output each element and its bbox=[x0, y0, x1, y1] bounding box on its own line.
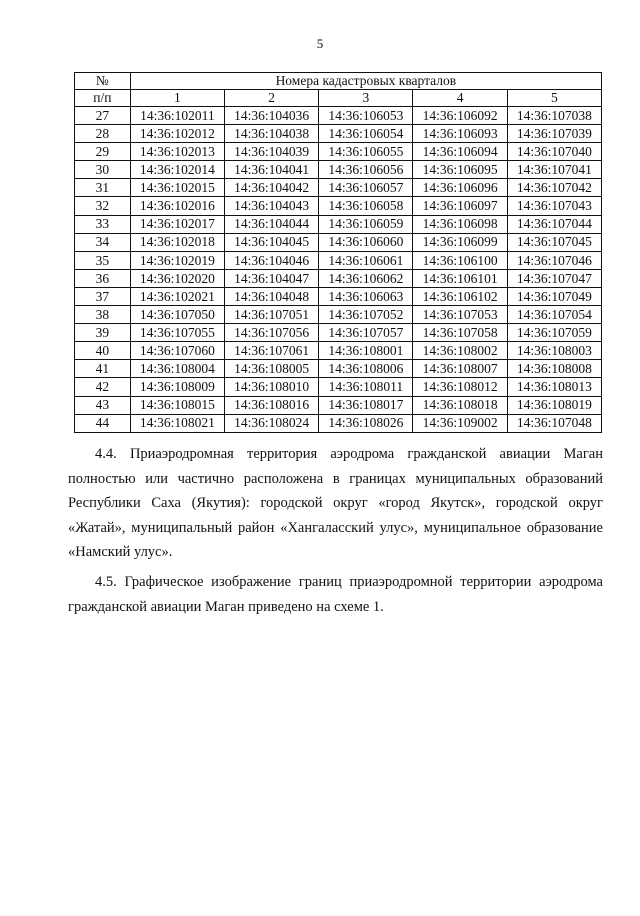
cadastral-quarter-cell: 14:36:104039 bbox=[224, 143, 318, 161]
cadastral-quarter-cell: 14:36:107057 bbox=[319, 324, 413, 342]
cadastral-quarter-cell: 14:36:107058 bbox=[413, 324, 507, 342]
cadastral-quarter-cell: 14:36:108006 bbox=[319, 360, 413, 378]
table-row bbox=[75, 287, 602, 305]
cadastral-quarter-cell: 14:36:106055 bbox=[319, 143, 413, 161]
cadastral-quarter-cell: 14:36:107051 bbox=[224, 306, 318, 324]
cadastral-quarter-cell: 14:36:104043 bbox=[224, 197, 318, 215]
cadastral-quarter-cell: 14:36:106096 bbox=[413, 179, 507, 197]
table-row bbox=[75, 179, 602, 197]
row-number-cell: 37 bbox=[75, 287, 131, 305]
cadastral-quarter-cell: 14:36:104041 bbox=[224, 161, 318, 179]
cadastral-quarter-cell: 14:36:108018 bbox=[413, 396, 507, 414]
cadastral-quarter-cell: 14:36:104047 bbox=[224, 269, 318, 287]
cadastral-quarter-cell: 14:36:106054 bbox=[319, 125, 413, 143]
table-row bbox=[75, 107, 602, 125]
cadastral-quarter-cell: 14:36:106097 bbox=[413, 197, 507, 215]
paragraph-4-4 bbox=[68, 442, 603, 565]
table-row bbox=[75, 342, 602, 360]
cadastral-quarter-cell: 14:36:107061 bbox=[224, 342, 318, 360]
cadastral-quarter-cell: 14:36:108021 bbox=[130, 414, 224, 432]
header-group-title: Номера кадастровых кварталов bbox=[130, 73, 601, 90]
table-row bbox=[75, 396, 602, 414]
cadastral-quarter-cell: 14:36:104046 bbox=[224, 251, 318, 269]
cadastral-quarter-cell: 14:36:108012 bbox=[413, 378, 507, 396]
cadastral-quarter-cell: 14:36:102014 bbox=[130, 161, 224, 179]
row-number-cell: 34 bbox=[75, 233, 131, 251]
cadastral-quarter-cell: 14:36:104045 bbox=[224, 233, 318, 251]
cadastral-quarter-cell: 14:36:102018 bbox=[130, 233, 224, 251]
table-row bbox=[75, 161, 602, 179]
cadastral-quarter-cell: 14:36:106058 bbox=[319, 197, 413, 215]
cadastral-quarter-cell: 14:36:102013 bbox=[130, 143, 224, 161]
cadastral-quarter-cell: 14:36:108009 bbox=[130, 378, 224, 396]
cadastral-quarter-cell: 14:36:107038 bbox=[507, 107, 601, 125]
row-number-cell: 33 bbox=[75, 215, 131, 233]
header-number-bottom: п/п bbox=[75, 90, 131, 107]
table-row bbox=[75, 125, 602, 143]
cadastral-quarter-cell: 14:36:106100 bbox=[413, 251, 507, 269]
table-row bbox=[75, 269, 602, 287]
cadastral-quarter-cell: 14:36:107047 bbox=[507, 269, 601, 287]
cadastral-quarter-cell: 14:36:109002 bbox=[413, 414, 507, 432]
cadastral-quarter-cell: 14:36:102020 bbox=[130, 269, 224, 287]
paragraph-4-4-text: 4.4. Приаэродромная территория аэродрома гражданской авиации Маган полностью или частично расположена в границах муниципальных образований Республики Саха (Якутия): городской округ «город Якутск», городской округ «Жатай», муниципальный район «Хангаласский улус», муниципальное образование «Намский улус». bbox=[68, 446, 603, 561]
table-row bbox=[75, 143, 602, 161]
cadastral-quarter-cell: 14:36:107046 bbox=[507, 251, 601, 269]
row-number-cell: 29 bbox=[75, 143, 131, 161]
cadastral-quarter-cell: 14:36:107055 bbox=[130, 324, 224, 342]
row-number-cell: 27 bbox=[75, 107, 131, 125]
header-column-4: 4 bbox=[413, 90, 507, 107]
cadastral-quarter-cell: 14:36:104044 bbox=[224, 215, 318, 233]
row-number-cell: 41 bbox=[75, 360, 131, 378]
cadastral-quarter-cell: 14:36:107043 bbox=[507, 197, 601, 215]
table-row bbox=[75, 233, 602, 251]
table-row bbox=[75, 360, 602, 378]
cadastral-quarter-cell: 14:36:106102 bbox=[413, 287, 507, 305]
cadastral-quarter-cell: 14:36:107059 bbox=[507, 324, 601, 342]
cadastral-quarter-cell: 14:36:107040 bbox=[507, 143, 601, 161]
cadastral-quarter-cell: 14:36:106063 bbox=[319, 287, 413, 305]
paragraph-4-5 bbox=[68, 570, 603, 619]
header-number-top: № bbox=[75, 73, 131, 90]
cadastral-quarter-cell: 14:36:106099 bbox=[413, 233, 507, 251]
cadastral-quarter-cell: 14:36:106092 bbox=[413, 107, 507, 125]
cadastral-quarter-cell: 14:36:107042 bbox=[507, 179, 601, 197]
cadastral-quarter-cell: 14:36:104042 bbox=[224, 179, 318, 197]
cadastral-quarter-cell: 14:36:102016 bbox=[130, 197, 224, 215]
table-row bbox=[75, 197, 602, 215]
header-column-2: 2 bbox=[224, 90, 318, 107]
cadastral-quarter-cell: 14:36:104036 bbox=[224, 107, 318, 125]
cadastral-quarter-cell: 14:36:107049 bbox=[507, 287, 601, 305]
cadastral-quarter-cell: 14:36:107044 bbox=[507, 215, 601, 233]
cadastral-quarter-cell: 14:36:106056 bbox=[319, 161, 413, 179]
table-row bbox=[75, 378, 602, 396]
cadastral-quarter-cell: 14:36:108005 bbox=[224, 360, 318, 378]
cadastral-quarter-cell: 14:36:108007 bbox=[413, 360, 507, 378]
row-number-cell: 32 bbox=[75, 197, 131, 215]
cadastral-quarter-cell: 14:36:102017 bbox=[130, 215, 224, 233]
cadastral-quarter-cell: 14:36:108017 bbox=[319, 396, 413, 414]
row-number-cell: 30 bbox=[75, 161, 131, 179]
row-number-cell: 36 bbox=[75, 269, 131, 287]
row-number-cell: 28 bbox=[75, 125, 131, 143]
cadastral-quarter-cell: 14:36:108013 bbox=[507, 378, 601, 396]
cadastral-quarter-cell: 14:36:108015 bbox=[130, 396, 224, 414]
cadastral-quarter-cell: 14:36:107045 bbox=[507, 233, 601, 251]
table-header bbox=[75, 73, 602, 107]
row-number-cell: 38 bbox=[75, 306, 131, 324]
cadastral-quarter-cell: 14:36:102021 bbox=[130, 287, 224, 305]
cadastral-quarter-cell: 14:36:108003 bbox=[507, 342, 601, 360]
cadastral-quarter-cell: 14:36:106061 bbox=[319, 251, 413, 269]
cadastral-quarter-cell: 14:36:104048 bbox=[224, 287, 318, 305]
table-body bbox=[75, 107, 602, 433]
paragraph-4-5-text: 4.5. Графическое изображение границ приаэродромной территории аэродрома гражданской авиации Маган приведено на схеме 1. bbox=[68, 574, 603, 615]
cadastral-quarter-cell: 14:36:107060 bbox=[130, 342, 224, 360]
header-column-1: 1 bbox=[130, 90, 224, 107]
row-number-cell: 43 bbox=[75, 396, 131, 414]
cadastral-quarter-cell: 14:36:107041 bbox=[507, 161, 601, 179]
cadastral-quarter-cell: 14:36:106059 bbox=[319, 215, 413, 233]
cadastral-quarter-cell: 14:36:106098 bbox=[413, 215, 507, 233]
cadastral-quarter-cell: 14:36:106094 bbox=[413, 143, 507, 161]
cadastral-quarter-cell: 14:36:102015 bbox=[130, 179, 224, 197]
cadastral-quarter-cell: 14:36:104038 bbox=[224, 125, 318, 143]
cadastral-quarter-cell: 14:36:108008 bbox=[507, 360, 601, 378]
cadastral-quarter-cell: 14:36:108026 bbox=[319, 414, 413, 432]
row-number-cell: 44 bbox=[75, 414, 131, 432]
cadastral-quarter-cell: 14:36:106053 bbox=[319, 107, 413, 125]
cadastral-quarter-cell: 14:36:107056 bbox=[224, 324, 318, 342]
cadastral-quarter-cell: 14:36:102012 bbox=[130, 125, 224, 143]
cadastral-quarter-cell: 14:36:107048 bbox=[507, 414, 601, 432]
cadastral-quarter-cell: 14:36:106060 bbox=[319, 233, 413, 251]
cadastral-quarter-cell: 14:36:107052 bbox=[319, 306, 413, 324]
header-column-3: 3 bbox=[319, 90, 413, 107]
cadastral-quarter-cell: 14:36:108024 bbox=[224, 414, 318, 432]
cadastral-quarter-cell: 14:36:108011 bbox=[319, 378, 413, 396]
cadastral-quarter-cell: 14:36:108002 bbox=[413, 342, 507, 360]
table-row bbox=[75, 306, 602, 324]
cadastral-quarter-cell: 14:36:106093 bbox=[413, 125, 507, 143]
table-row bbox=[75, 215, 602, 233]
cadastral-quarter-cell: 14:36:107054 bbox=[507, 306, 601, 324]
cadastral-quarter-cell: 14:36:108016 bbox=[224, 396, 318, 414]
table-row bbox=[75, 251, 602, 269]
cadastral-quarter-cell: 14:36:106057 bbox=[319, 179, 413, 197]
cadastral-quarter-cell: 14:36:102019 bbox=[130, 251, 224, 269]
table-row bbox=[75, 414, 602, 432]
row-number-cell: 40 bbox=[75, 342, 131, 360]
row-number-cell: 31 bbox=[75, 179, 131, 197]
row-number-cell: 35 bbox=[75, 251, 131, 269]
cadastral-quarter-cell: 14:36:108001 bbox=[319, 342, 413, 360]
cadastral-quarter-cell: 14:36:107050 bbox=[130, 306, 224, 324]
cadastral-quarter-cell: 14:36:108004 bbox=[130, 360, 224, 378]
cadastral-quarter-cell: 14:36:102011 bbox=[130, 107, 224, 125]
table-row bbox=[75, 324, 602, 342]
cadastral-quarter-cell: 14:36:108019 bbox=[507, 396, 601, 414]
page-number: 5 bbox=[316, 36, 324, 51]
header-column-5: 5 bbox=[507, 90, 601, 107]
cadastral-quarter-cell: 14:36:107053 bbox=[413, 306, 507, 324]
cadastral-quarter-cell: 14:36:106095 bbox=[413, 161, 507, 179]
cadastral-quarter-cell: 14:36:107039 bbox=[507, 125, 601, 143]
row-number-cell: 39 bbox=[75, 324, 131, 342]
cadastral-quarter-cell: 14:36:106062 bbox=[319, 269, 413, 287]
cadastral-quarters-table bbox=[74, 72, 602, 433]
row-number-cell: 42 bbox=[75, 378, 131, 396]
cadastral-quarter-cell: 14:36:108010 bbox=[224, 378, 318, 396]
cadastral-quarter-cell: 14:36:106101 bbox=[413, 269, 507, 287]
